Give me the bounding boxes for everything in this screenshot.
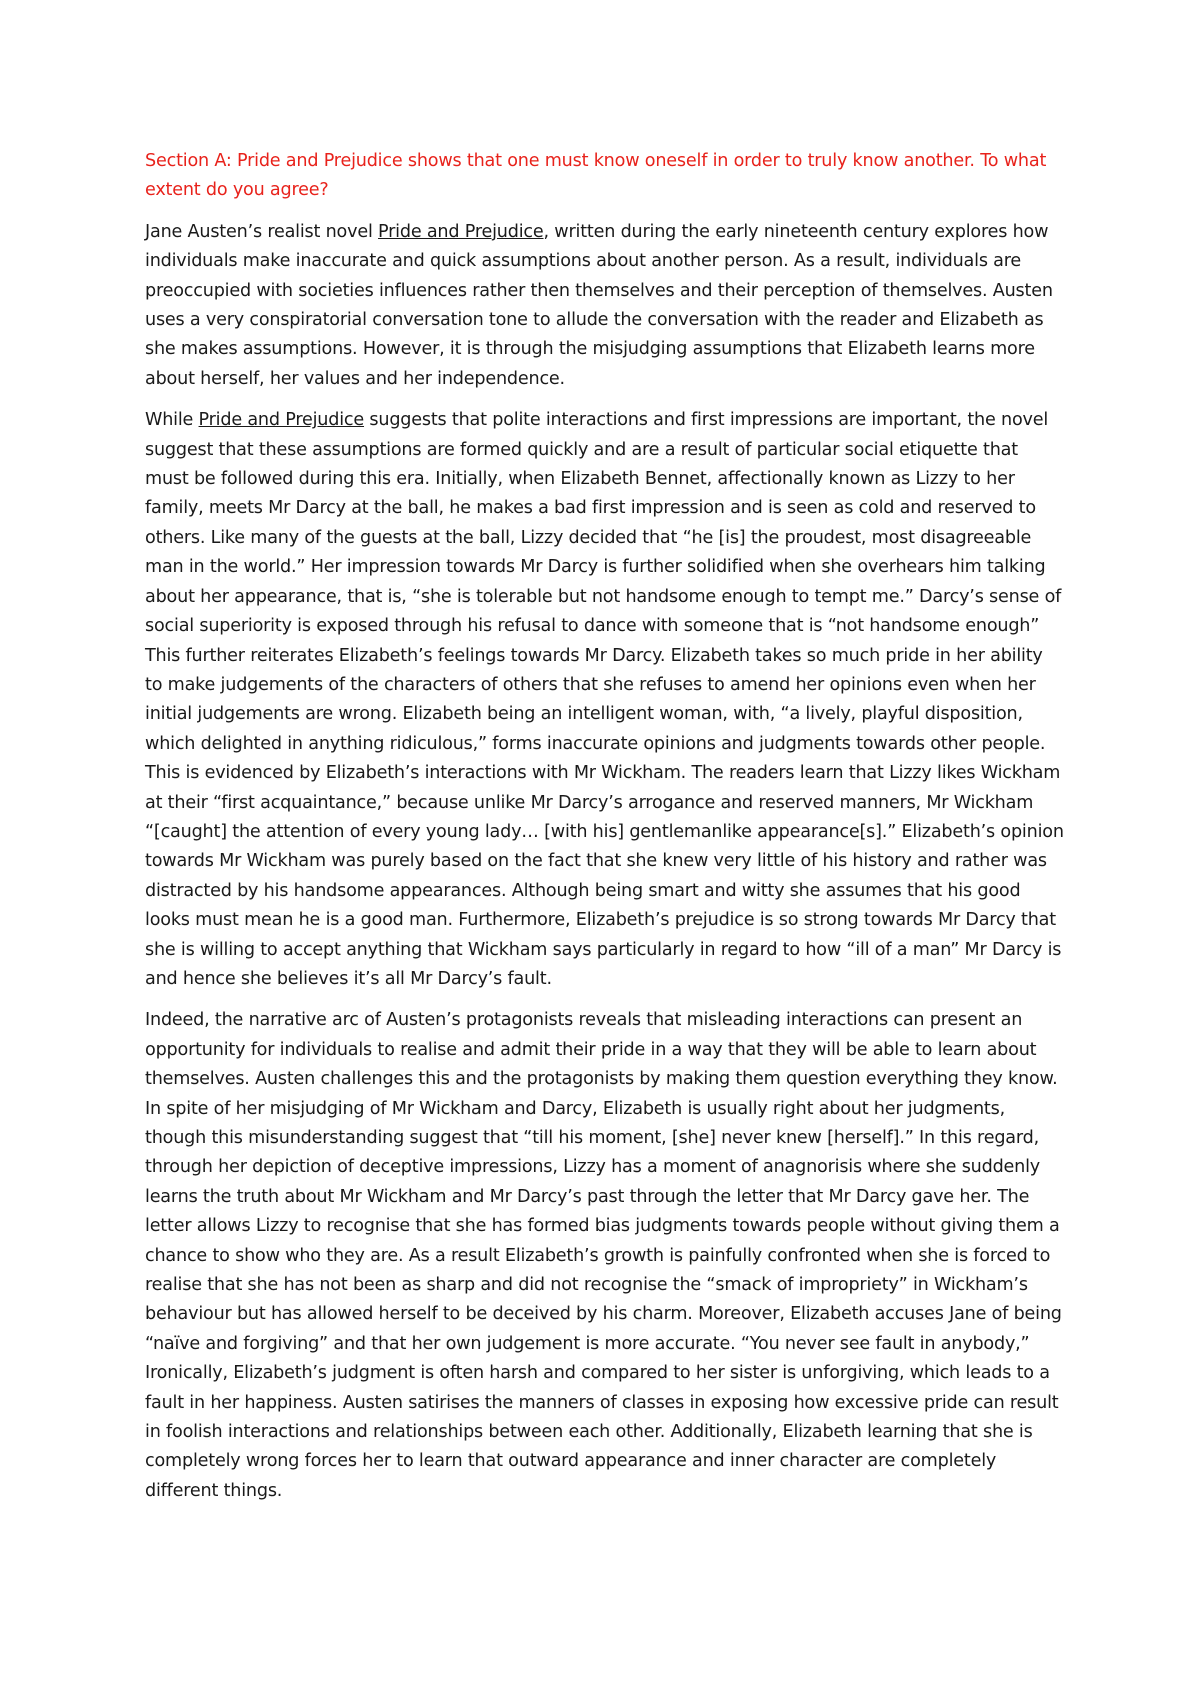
paragraph-body-1: [145, 406, 1065, 994]
paragraph-text: Jane Austen’s realist novel: [145, 221, 379, 242]
document-body: [145, 147, 1065, 1518]
essay-question-heading: Section A: Pride and Prejudice shows that one must know oneself in order to truly know another. To what extent do you agree?: [145, 151, 1047, 201]
paragraph-text: suggests that polite interactions and first impressions are important, the novel suggest that these assumptions are formed quickly and are a result of particular social etiquette that must be followed during this era. Initially, when Elizabeth Bennet, affectionally known as Lizzy to her family, meets Mr Darcy at the ball, he makes a bad first impression and is seen as cold and reserved to others. Like many of the guests at the ball, Lizzy decided that “he [is] the proudest, most disagreeable man in the world.” Her impression towards Mr Darcy is further solidified when she overhears him talking about her appearance, that is, “she is tolerable but not handsome enough to tempt me.” Darcy’s sense of social superiority is exposed through his refusal to dance with someone that is “not handsome enough” This further reiterates Elizabeth’s feelings towards Mr Darcy. Elizabeth takes so much pride in her ability to make judgements of the characters of others that she refuses to amend her opinions even when her initial judgements are wrong. Elizabeth being an intelligent woman, with, “a lively, playful disposition, which delighted in anything ridiculous,” forms inaccurate opinions and judgments towards other people. This is evidenced by Elizabeth’s interactions with Mr Wickham. The readers learn that Lizzy likes Wickham at their “first acquaintance,” because unlike Mr Darcy’s arrogance and reserved manners, Mr Wickham “[caught] the attention of every young lady… [with his] gentlemanlike appearance[s].” Elizabeth’s opinion towards Mr Wickham was purely based on the fact that she knew very little of his history and rather was distracted by his handsome appearances. Although being smart and witty she assumes that his good looks must mean he is a good man. Furthermore, Elizabeth’s prejudice is so strong towards Mr Darcy that she is willing to accept anything that Wickham says particularly in regard to how “ill of a man” Mr Darcy is and hence she believes it’s all Mr Darcy’s fault.: [145, 410, 1064, 989]
paragraph-text: While: [145, 410, 199, 431]
paragraph-text: , written during the early nineteenth century explores how individuals make inaccurate and quick assumptions about another person. As a result, individuals are preoccupied with societies influences rather then themselves and their perception of themselves. Austen uses a very conspiratorial conversation tone to allude the conversation with the reader and Elizabeth as she makes assumptions. However, it is through the misjudging assumptions that Elizabeth learns more about herself, her values and her independence.: [145, 221, 1053, 389]
paragraph-text: Indeed, the narrative arc of Austen’s protagonists reveals that misleading interactions can present an opportunity for individuals to realise and admit their pride in a way that they will be able to learn about themselves. Austen challenges this and the protagonists by making them question everything they know. In spite of her misjudging of Mr Wickham and Darcy, Elizabeth is usually right about her judgments, though this misunderstanding suggest that “till his moment, [she] never knew [herself].” In this regard, through her depiction of deceptive impressions, Lizzy has a moment of anagnorisis where she suddenly learns the truth about Mr Wickham and Mr Darcy’s past through the letter that Mr Darcy gave her. The letter allows Lizzy to recognise that she has formed bias judgments towards people without giving them a chance to show who they are. As a result Elizabeth’s growth is painfully confronted when she is forced to realise that she has not been as sharp and did not recognise the “smack of impropriety” in Wickham’s behaviour but has allowed herself to be deceived by his charm. Moreover, Elizabeth accuses Jane of being “naïve and forgiving” and that her own judgement is more accurate. “You never see fault in anybody,” Ironically, Elizabeth’s judgment is often harsh and compared to her sister is unforgiving, which leads to a fault in her happiness. Austen satirises the manners of classes in exposing how excessive pride can result in foolish interactions and relationships between each other. Additionally, Elizabeth learning that she is completely wrong forces her to learn that outward appearance and inner character are completely different things.: [145, 1010, 1062, 1501]
paragraph-introduction: [145, 218, 1065, 394]
novel-title: Pride and Prejudice: [198, 410, 365, 431]
novel-title: Pride and Prejudice: [378, 221, 544, 242]
paragraph-body-2: [145, 1006, 1065, 1506]
